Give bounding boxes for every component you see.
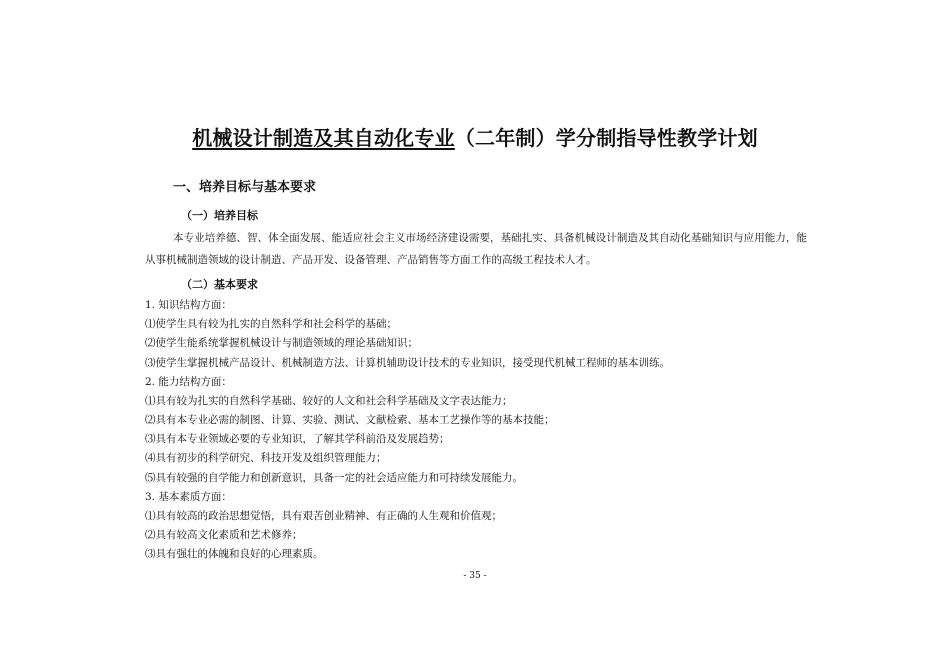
requirement-line: ⑴具有较为扎实的自然科学基础、较好的人文和社会科学基础及文字表达能力； (145, 395, 513, 407)
requirement-line: ⑷具有初步的科学研究、科技开发及组织管理能力； (145, 452, 387, 464)
page-number: - 35 - (463, 571, 487, 581)
requirement-line: ⑴具有较高的政治思想觉悟，具有艰苦创业精神、有正确的人生观和价值观； (145, 510, 502, 522)
requirement-line: ⑶具有强壮的体魄和良好的心理素质。 (145, 548, 324, 560)
page-title-major: 机械设计制造及其自动化专业 (192, 126, 455, 150)
requirement-line: 2. 能力结构方面： (145, 376, 232, 388)
requirement-line: ⑸具有较强的自学能力和创新意识，具备一定的社会适应能力和可持续发展能力。 (145, 472, 523, 484)
subsection-heading-training-goal: （一）培养目标 (181, 209, 258, 222)
training-goal-paragraph: 本专业培养德、智、体全面发展、能适应社会主义市场经济建设需要，基础扎实、具备机械设计制造及其自动化基础知识与应用能力，能从事机械制造领域的设计制造、产品开发、设备管理、产品销售等方面工作的高级工程技术人才。 (145, 232, 807, 266)
requirement-line: 3. 基本素质方面： (145, 491, 232, 503)
requirement-line: 1. 知识结构方面： (145, 299, 232, 311)
requirement-line: ⑵具有较高文化素质和艺术修养； (145, 529, 303, 541)
requirement-line: ⑵具有本专业必需的制图、计算、实验、测试、文献检索、基本工艺操作等的基本技能； (145, 414, 555, 426)
page-title (0, 122, 950, 151)
subsection-heading-basic-requirements: （二）基本要求 (181, 278, 258, 291)
requirement-line: ⑶使学生掌握机械产品设计、机械制造方法、计算机辅助设计技术的专业知识，接受现代机械工程师的基本训练。 (145, 357, 670, 369)
requirement-line: ⑶具有本专业领域必要的专业知识，了解其学科前沿及发展趋势； (145, 433, 450, 445)
page-title-rest: （二年制）学分制指导性教学计划 (454, 126, 758, 150)
requirement-line: ⑴使学生具有较为扎实的自然科学和社会科学的基础； (145, 318, 397, 330)
requirement-line: ⑵使学生能系统掌握机械设计与制造领域的理论基础知识； (145, 337, 418, 349)
section-heading-objectives: 一、培养目标与基本要求 (173, 180, 317, 195)
